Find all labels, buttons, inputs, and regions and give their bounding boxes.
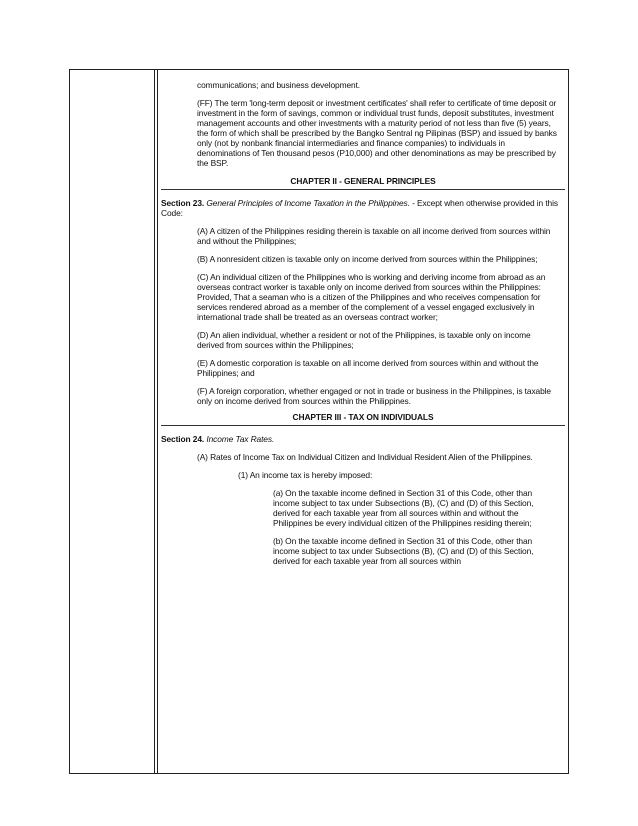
section-divider	[161, 189, 565, 190]
section-23-item-b: (B) A nonresident citizen is taxable only on income derived from sources within the Philippines;	[197, 254, 538, 264]
ff-paragraph: (FF) The term 'long-term deposit or investment certificates' shall refer to certificate of time deposit or investment in the form of savings, common or individual trust funds, deposit substitutes, investment management accounts and other investments with a maturity period of not less than five (5) years, the form of which shall be prescribed by the Bangko Sentral ng Pilipinas (BSP) and issued by banks only (not by nonbank financial intermediaries and finance companies) to individuals in denominations of Ten thousand pesos (P10,000) and other denominations as may be prescribed by the BSP.	[197, 98, 557, 168]
section-23-title: General Principles of Income Taxation in the Philippines.	[206, 198, 410, 208]
section-24-a1a: (a) On the taxable income defined in Section 31 of this Code, other than income subject to tax under Subsections (B), (C) and (D) of this Section, derived for each taxable year from all sources within and without the Philippines be every individual citizen of the Philippines residing therein;	[273, 488, 534, 528]
section-23-heading	[161, 198, 565, 218]
section-24-a: (A) Rates of Income Tax on Individual Citizen and Individual Resident Alien of the Philippines.	[197, 452, 533, 462]
chapter-3-heading: CHAPTER III - TAX ON INDIVIDUALS	[292, 412, 434, 422]
document-table-frame	[69, 69, 569, 774]
column-divider-left	[154, 70, 155, 773]
section-24-title: Income Tax Rates.	[206, 434, 275, 444]
section-24-a1b: (b) On the taxable income defined in Section 31 of this Code, other than income subject to tax under Subsections (B), (C) and (D) of this Section, derived for each taxable year from all sources within	[273, 536, 534, 566]
section-23-item-c: (C) An individual citizen of the Philippines who is working and deriving income from abroad as an overseas contract worker is taxable only on income derived from sources within the Philippines: Provided, That a seaman who is a citizen of the Philippines and who receives compensation for services rendered abroad as a member of the complement of a vessel engaged exclusively in international trade shall be treated as an overseas contract worker;	[197, 272, 546, 322]
section-23-item-a: (A) A citizen of the Philippines residing therein is taxable on all income derived from sources within and without the Philippines;	[197, 226, 551, 246]
section-23-item-f: (F) A foreign corporation, whether engaged or not in trade or business in the Philippines, is taxable only on income derived from sources within the Philippines.	[197, 386, 551, 406]
ff-continuation: communications; and business development.	[197, 80, 361, 90]
document-content	[161, 80, 565, 566]
section-23-intro: - Except when otherwise provided in this Code:	[161, 198, 558, 218]
column-divider-right	[157, 70, 158, 773]
section-23-item-d: (D) An alien individual, whether a resident or not of the Philippines, is taxable only on income derived from sources within the Philippines;	[197, 330, 531, 350]
section-divider	[161, 425, 565, 426]
section-24-heading	[161, 434, 565, 444]
section-23-item-e: (E) A domestic corporation is taxable on all income derived from sources within and without the Philippines; and	[197, 358, 539, 378]
chapter-2-heading: CHAPTER II - GENERAL PRINCIPLES	[290, 176, 436, 186]
section-24-number: Section 24.	[161, 434, 205, 444]
section-24-a1: (1) An income tax is hereby imposed:	[238, 470, 373, 480]
section-23-number: Section 23.	[161, 198, 205, 208]
